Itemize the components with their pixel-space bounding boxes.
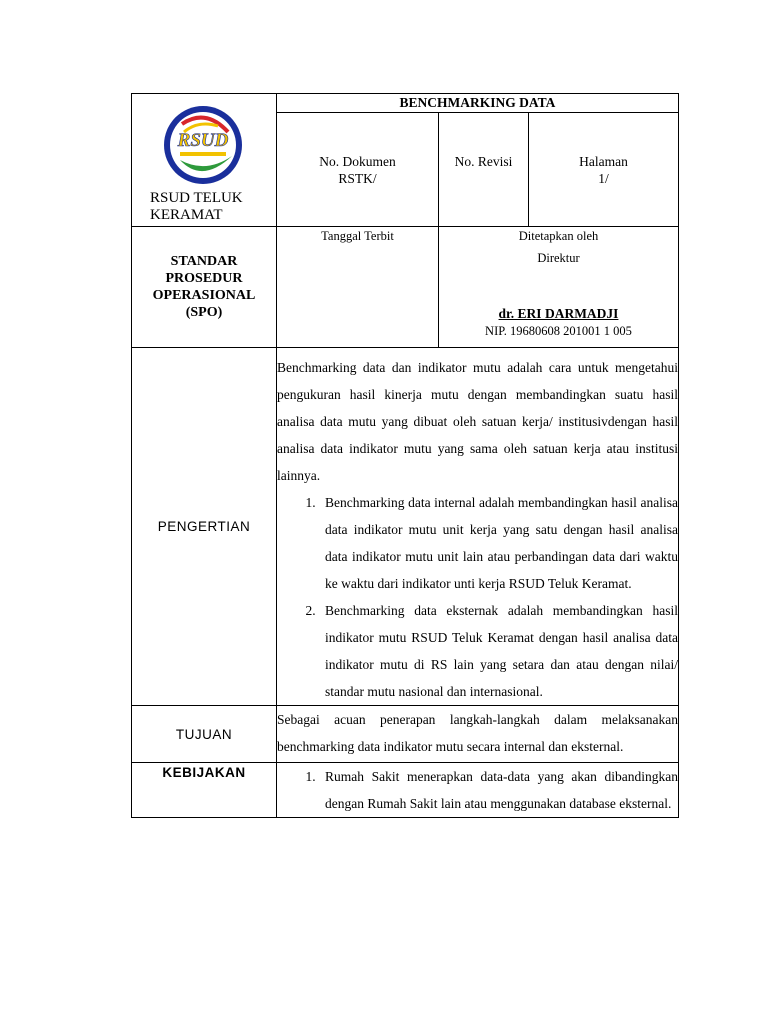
kebijakan-content <box>277 763 679 818</box>
signer-name: dr. ERI DARMADJI <box>498 306 619 321</box>
revision-label: No. Revisi <box>454 154 513 169</box>
spo-title-line: STANDAR <box>170 254 238 269</box>
document-title: BENCHMARKING DATA <box>277 94 679 113</box>
spo-title-line: OPERASIONAL <box>152 288 256 303</box>
issue-date-label: Tanggal Terbit <box>321 229 394 243</box>
page-cell <box>529 113 679 227</box>
kebijakan-list <box>277 763 678 817</box>
tujuan-text: Sebagai acuan penerapan langkah-langkah dalam melaksanakan benchmarking data indikator mutu secara internal dan eksternal. <box>277 712 678 754</box>
logo-cell <box>132 94 277 227</box>
pengertian-label: PENGERTIAN <box>132 348 277 706</box>
hospital-name: RSUD TELUK KERAMAT <box>150 190 243 223</box>
page-label: Halaman <box>579 154 628 169</box>
tujuan-content <box>277 706 679 763</box>
doc-number-cell <box>277 113 439 227</box>
page-value: 1/ <box>598 171 609 186</box>
signature-cell <box>439 227 679 348</box>
spo-title-cell <box>132 227 277 348</box>
set-by-label: Ditetapkan oleh <box>518 229 599 243</box>
spo-table <box>131 93 679 818</box>
list-item: 1. Rumah Sakit menerapkan data-data yang akan dibandingkan dengan Rumah Sakit lain atau menggunakan database eksternal. <box>319 763 678 817</box>
hospital-logo-icon <box>162 102 244 188</box>
revision-cell <box>439 113 529 227</box>
list-item: 2. Benchmarking data eksternak adalah membandingkan hasil indikator mutu RSUD Teluk Keramat dengan hasil analisa data indikator mutu di RS lain yang setara dan atau dengan nilai/ standar mutu nasional dan internasional. <box>319 597 678 705</box>
pengertian-list <box>277 489 678 705</box>
doc-number-value: RSTK/ <box>338 171 377 186</box>
tujuan-label: TUJUAN <box>132 706 277 763</box>
issue-date-cell <box>277 227 439 348</box>
doc-number-label: No. Dokumen <box>319 154 396 169</box>
director-role: Direktur <box>537 251 580 265</box>
kebijakan-label: KEBIJAKAN <box>132 763 277 818</box>
spo-title-line: PROSEDUR <box>165 271 243 286</box>
pengertian-content <box>277 348 679 706</box>
logo-text: RSUD <box>177 130 229 151</box>
spo-title-line: (SPO) <box>185 305 223 320</box>
pengertian-intro: Benchmarking data dan indikator mutu adalah cara untuk mengetahui pengukuran hasil kinerja mutu dengan membandingkan suatu hasil analisa data mutu yang dibuat oleh satuan kerja/ institusivdengan hasil analisa data indikator mutu yang sama oleh satuan kerja atau institusi lainnya. <box>277 360 678 483</box>
list-item: 1. Benchmarking data internal adalah membandingkan hasil analisa data indikator mutu unit kerja yang satu dengan hasil analisa data indikator mutu unit lain atau perbandingan data dari waktu ke waktu dari indikator unti kerja RSUD Teluk Keramat. <box>319 489 678 597</box>
signer-nip: NIP. 19680608 201001 1 005 <box>485 324 632 338</box>
